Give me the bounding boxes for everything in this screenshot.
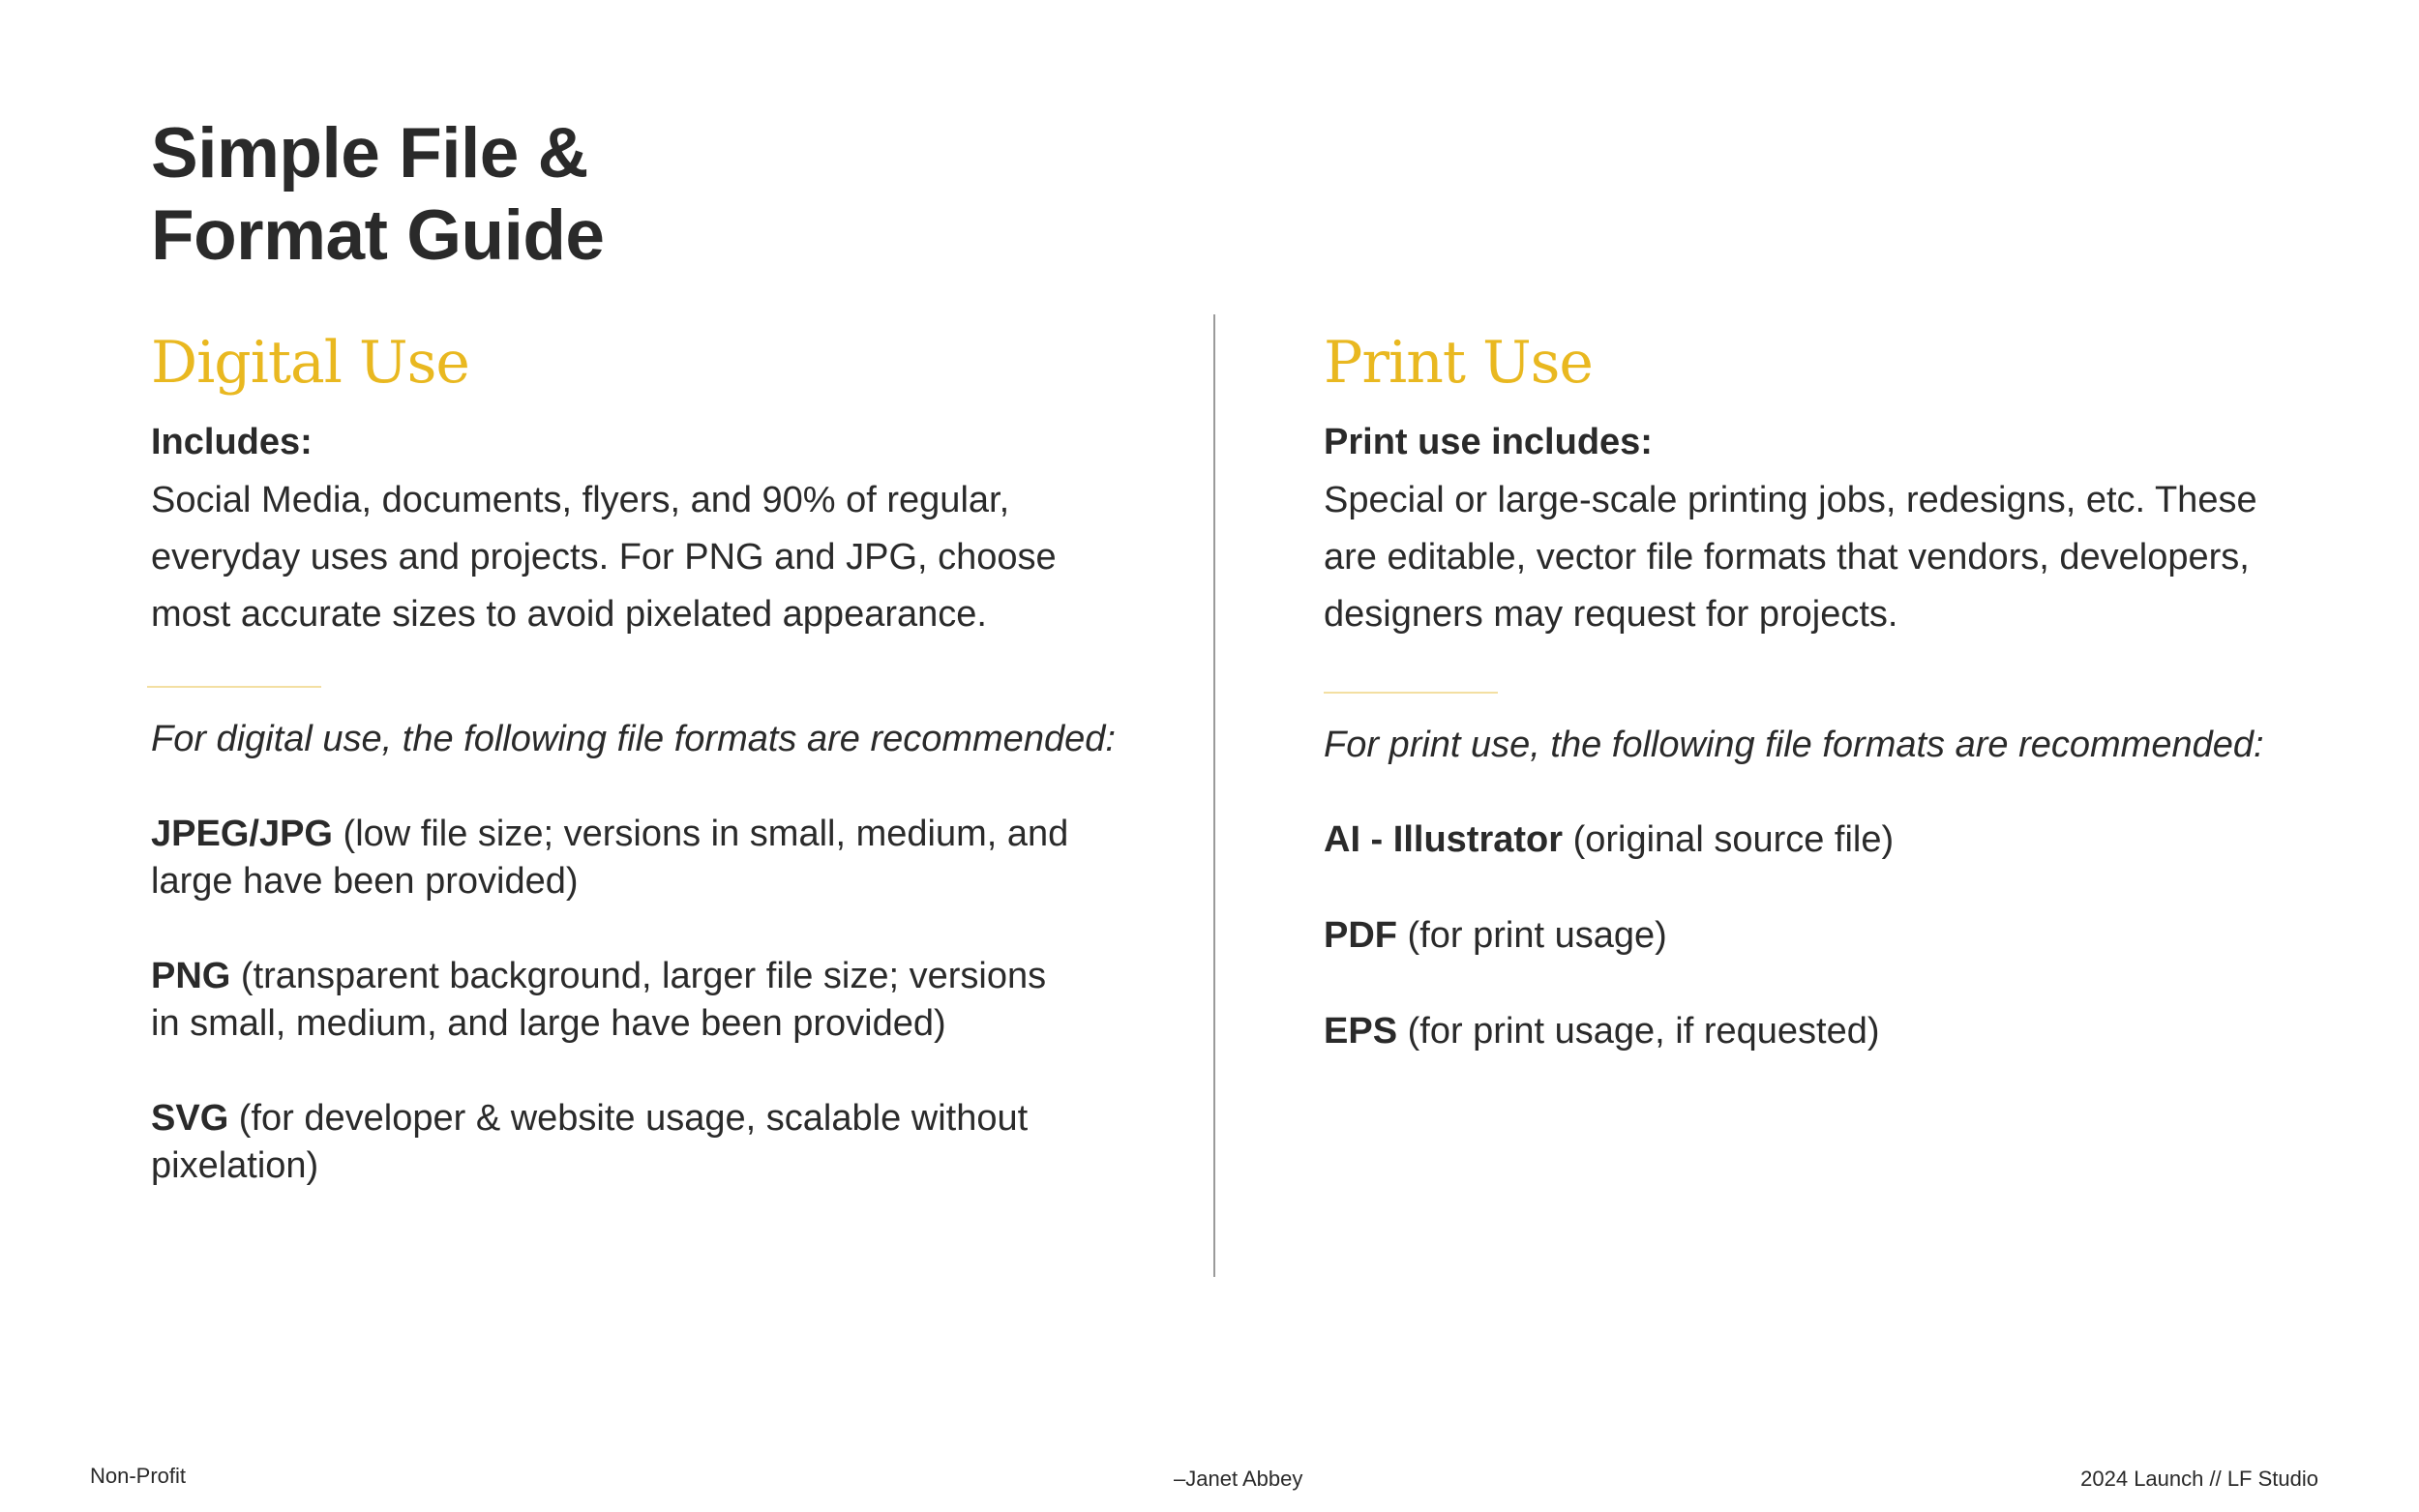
format-item-ai [1324, 816, 2301, 864]
digital-includes-label: Includes: [151, 422, 313, 462]
format-desc: (for print usage, if requested) [1397, 1011, 1880, 1052]
print-includes-label: Print use includes: [1324, 422, 1653, 462]
format-desc: (for developer & website usage, scalable without pixelation) [151, 1098, 1029, 1186]
digital-includes-text: Social Media, documents, flyers, and 90% of regular, everyday uses and projects. For PNG and JPG, choose most accurate sizes to avoid pixelated appearance. [151, 480, 1057, 635]
format-desc: (original source file) [1563, 819, 1895, 860]
format-desc: (for print usage) [1397, 915, 1667, 956]
format-desc: (transparent background, larger file size; versions in small, medium, and large have been provided) [151, 956, 1047, 1044]
format-name: PNG [151, 956, 231, 996]
format-name: JPEG/JPG [151, 814, 333, 854]
print-includes-text: Special or large-scale printing jobs, redesigns, etc. These are editable, vector file formats that vendors, developers, designers may request for projects. [1324, 480, 2257, 635]
digital-use-heading: Digital Use [151, 329, 469, 397]
format-name: EPS [1324, 1011, 1398, 1052]
print-use-heading: Print Use [1324, 329, 1593, 397]
format-name: PDF [1324, 915, 1397, 956]
format-name: SVG [151, 1098, 229, 1139]
page-title-line-2: Format Guide [151, 196, 605, 275]
format-desc: (low file size; versions in small, medium, and large have been provided) [151, 814, 1069, 902]
format-item-png [151, 953, 1080, 1048]
format-item-svg [151, 1095, 1080, 1190]
format-item-jpeg [151, 811, 1080, 905]
footer-left-label: Non-Profit [90, 1464, 187, 1488]
format-item-pdf [1324, 912, 2301, 960]
column-separator [1213, 314, 1215, 1277]
print-format-list [1324, 816, 2301, 1055]
format-item-eps [1324, 1008, 2301, 1055]
digital-format-list [151, 811, 1128, 1190]
digital-divider [147, 686, 321, 688]
page-title-line-1: Simple File & [151, 114, 588, 193]
page-title [151, 112, 605, 277]
digital-recommend-text: For digital use, the following file formats are recommended: [151, 719, 1116, 759]
print-recommend-text: For print use, the following file formats are recommended: [1324, 725, 2264, 765]
print-divider [1324, 692, 1498, 694]
format-name: AI - Illustrator [1324, 819, 1564, 860]
footer-right-label: 2024 Launch // LF Studio [2080, 1467, 2318, 1491]
footer-center-label: –Janet Abbey [1174, 1467, 1303, 1491]
digital-use-section [151, 329, 1128, 1237]
print-use-section [1324, 329, 2301, 1104]
